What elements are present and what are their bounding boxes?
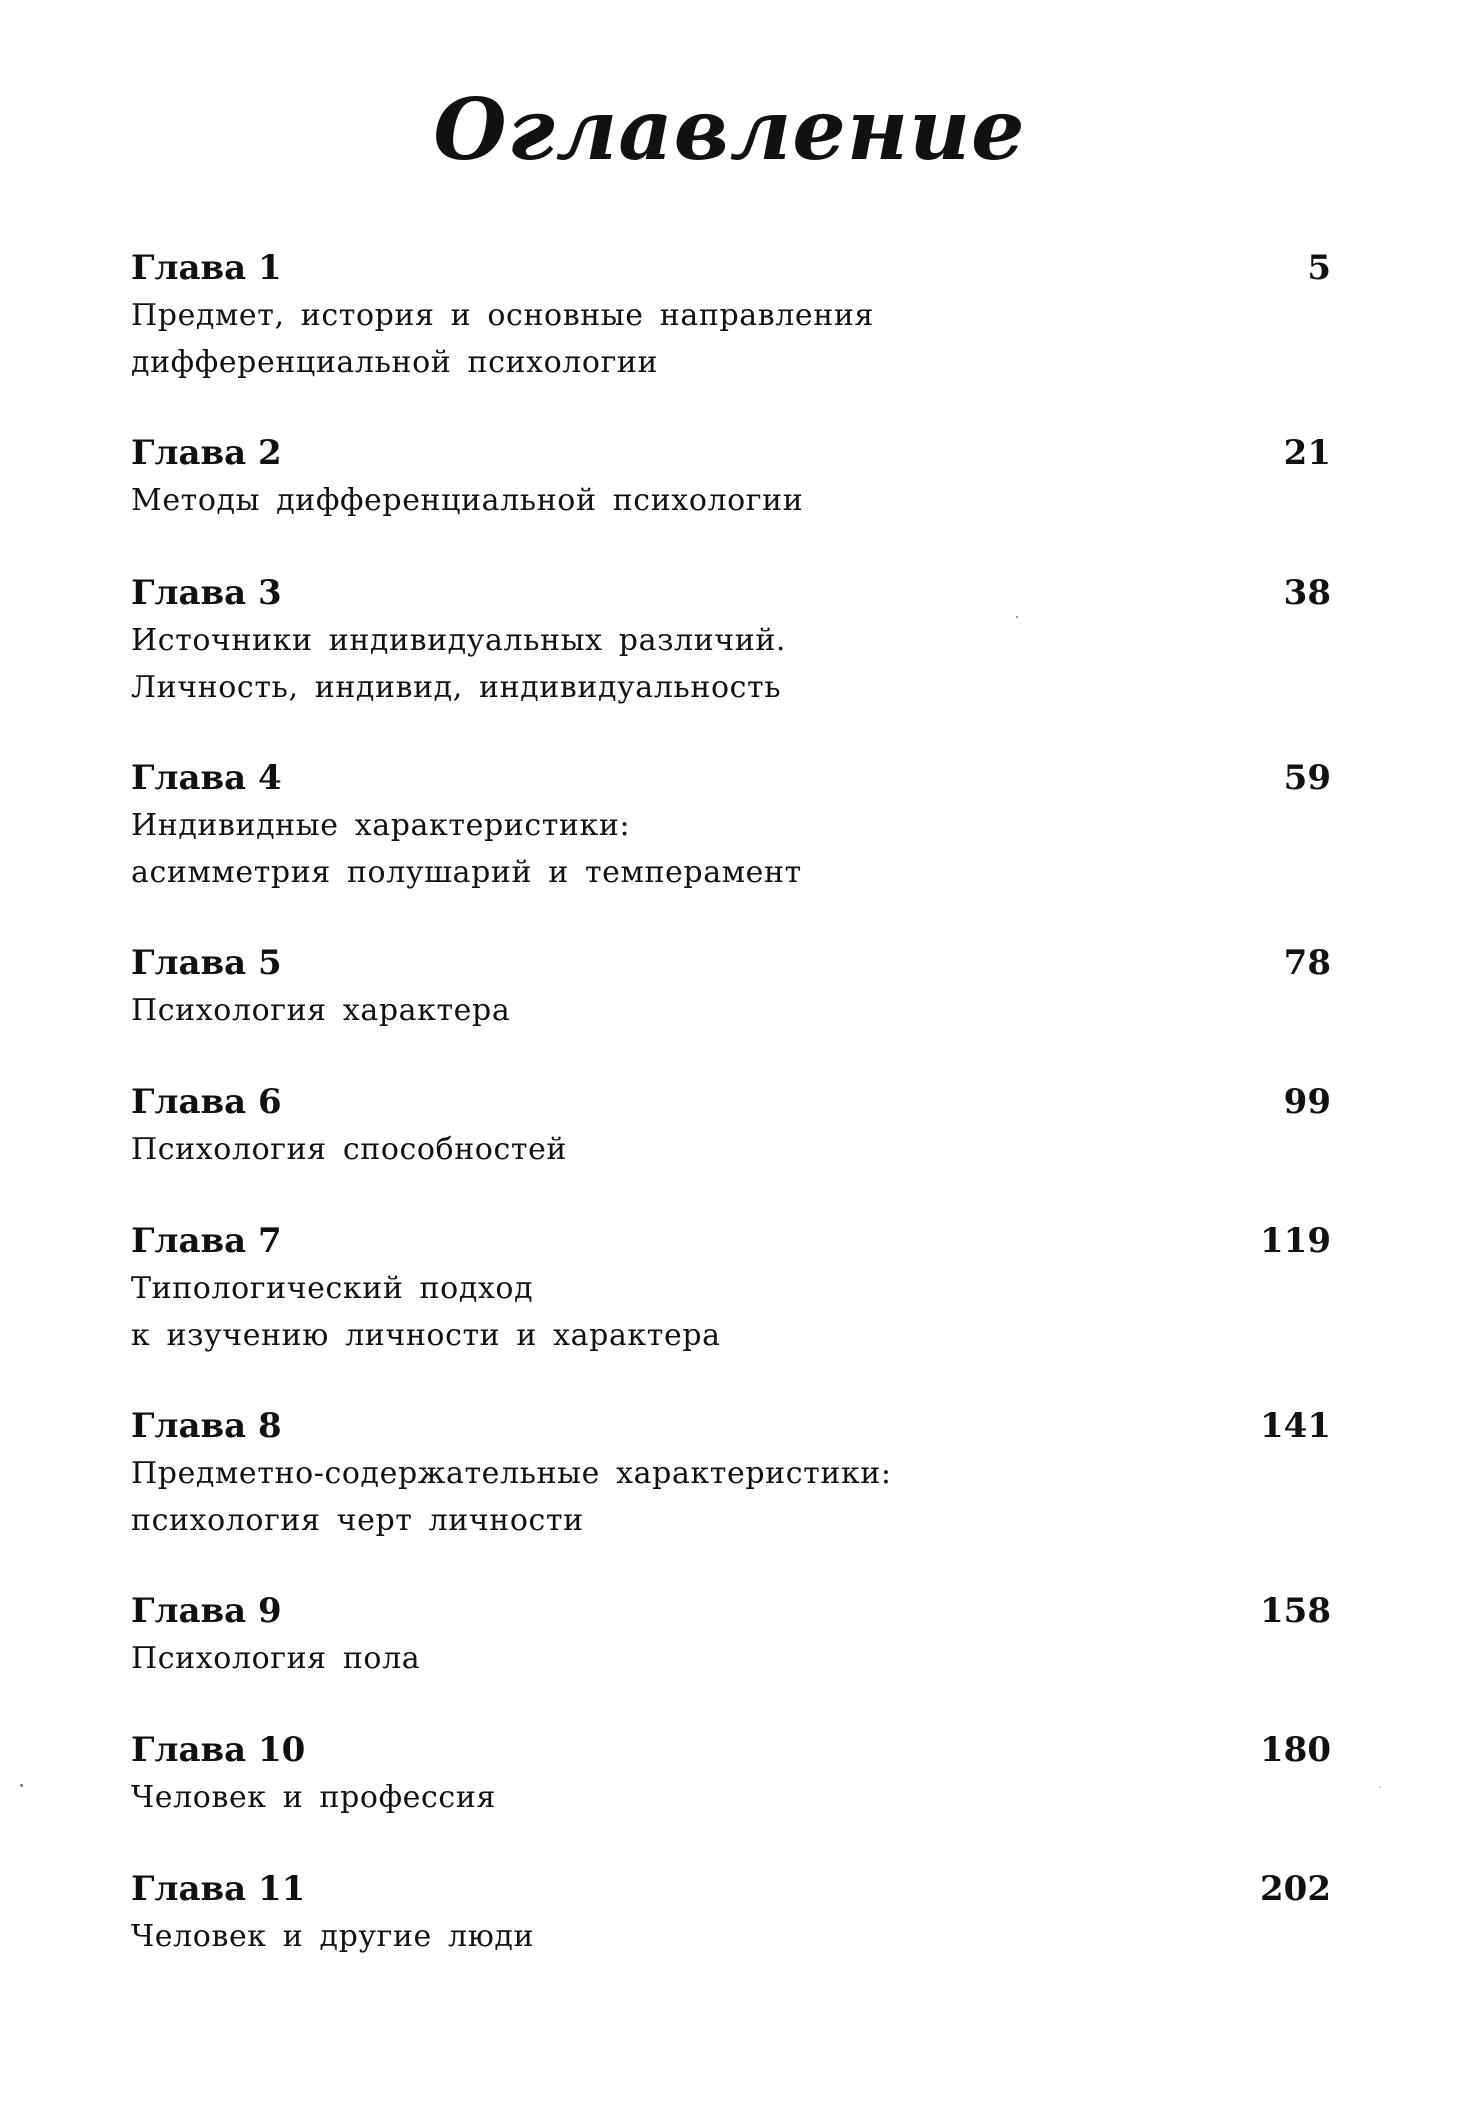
chapter-label: Глава 4 xyxy=(131,758,282,798)
toc-entry-2 xyxy=(131,429,1331,524)
page-number: 38 xyxy=(1283,573,1331,613)
toc-entry-10 xyxy=(131,1726,1331,1821)
chapter-title-line: Личность, индивид, индивидуальность xyxy=(131,670,782,705)
chapter-title xyxy=(131,1265,1331,1359)
toc-entry-9 xyxy=(131,1587,1331,1682)
page-number: 141 xyxy=(1260,1406,1331,1446)
chapter-label: Глава 8 xyxy=(131,1406,282,1446)
toc-entry-7 xyxy=(131,1217,1331,1359)
page-number: 99 xyxy=(1283,1082,1331,1122)
page-number: 5 xyxy=(1307,248,1331,288)
toc-entry-3 xyxy=(131,569,1331,711)
chapter-title-line: Источники индивидуальных различий. xyxy=(131,623,787,658)
chapter-title xyxy=(131,1450,1331,1544)
chapter-title-line: Человек и профессия xyxy=(131,1780,496,1815)
toc-entry-4 xyxy=(131,754,1331,896)
chapter-title xyxy=(131,477,1331,524)
chapter-title xyxy=(131,292,1331,386)
chapter-label: Глава 7 xyxy=(131,1221,282,1261)
page-number: 180 xyxy=(1260,1730,1331,1770)
chapter-label: Глава 5 xyxy=(131,943,282,983)
chapter-title-line: Индивидные характеристики: xyxy=(131,808,631,843)
chapter-title-line: Психология пола xyxy=(131,1641,421,1676)
page-number: 78 xyxy=(1283,943,1331,983)
chapter-title-line: асимметрия полушарий и темперамент xyxy=(131,855,802,890)
chapter-title xyxy=(131,1126,1331,1173)
chapter-title-line: Предмет, история и основные направления xyxy=(131,298,874,333)
chapter-title-line: Человек и другие люди xyxy=(131,1919,535,1954)
chapter-title-line: Психология характера xyxy=(131,993,511,1028)
chapter-title-line: психология черт личности xyxy=(131,1503,584,1538)
chapter-title-line: дифференциальной психологии xyxy=(131,345,659,380)
page-number: 158 xyxy=(1260,1591,1331,1631)
chapter-title xyxy=(131,617,1331,711)
chapter-label: Глава 10 xyxy=(131,1730,306,1770)
page-title: Оглавление xyxy=(433,80,1026,179)
chapter-title xyxy=(131,1774,1331,1821)
toc-entry-6 xyxy=(131,1078,1331,1173)
chapter-title xyxy=(131,802,1331,896)
toc-entry-5 xyxy=(131,939,1331,1034)
page-number: 119 xyxy=(1260,1221,1331,1261)
chapter-title-line: Предметно-содержательные характеристики: xyxy=(131,1456,892,1491)
page-number: 202 xyxy=(1260,1869,1331,1909)
scan-speck xyxy=(1016,616,1018,618)
chapter-title-line: Психология способностей xyxy=(131,1132,568,1167)
toc-entry-11 xyxy=(131,1865,1331,1960)
page-number: 59 xyxy=(1283,758,1331,798)
scan-speck xyxy=(20,1784,23,1787)
chapter-label: Глава 3 xyxy=(131,573,282,613)
chapter-title-line: Типологический подход xyxy=(131,1271,534,1306)
scan-speck xyxy=(1379,1786,1381,1788)
chapter-label: Глава 11 xyxy=(131,1869,306,1909)
chapter-title-line: к изучению личности и характера xyxy=(131,1318,721,1353)
chapter-label: Глава 6 xyxy=(131,1082,282,1122)
chapter-title xyxy=(131,1913,1331,1960)
chapter-title xyxy=(131,987,1331,1034)
chapter-label: Глава 9 xyxy=(131,1591,282,1631)
chapter-title xyxy=(131,1635,1331,1682)
toc-entry-1 xyxy=(131,244,1331,386)
page-number: 21 xyxy=(1283,433,1331,473)
chapter-label: Глава 1 xyxy=(131,248,282,288)
chapter-title-line: Методы дифференциальной психологии xyxy=(131,483,804,518)
chapter-label: Глава 2 xyxy=(131,433,282,473)
toc-entry-8 xyxy=(131,1402,1331,1544)
